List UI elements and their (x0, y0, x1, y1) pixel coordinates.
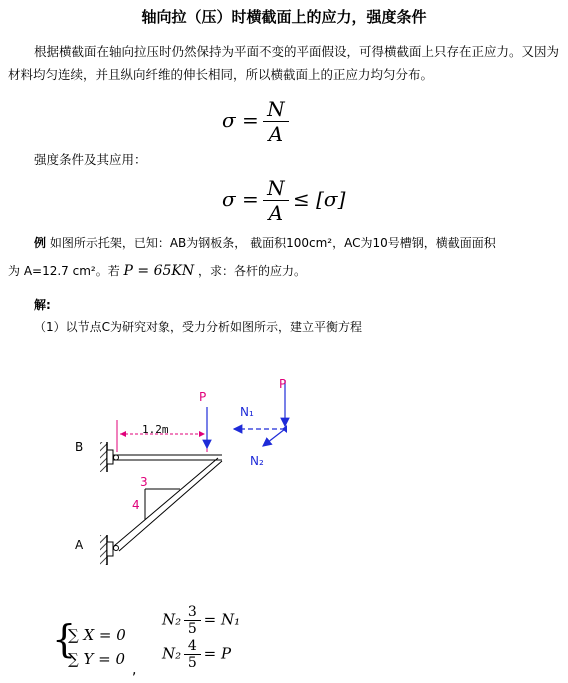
numerator: 4 (187, 638, 197, 654)
numerator: 3 (187, 604, 197, 620)
rhs: = N₁ (203, 610, 241, 629)
numerator: N (267, 176, 285, 200)
intro-paragraph: 根据横截面在轴向拉压时仍然保持为平面不变的平面假设，可得横截面上只存在正应力。又因为材料均匀连续，并且纵向纤维的伸长相同，所以横截面上的正应力均匀分布。 (8, 44, 560, 82)
denominator: 5 (184, 654, 201, 671)
solution-label: 解: (34, 298, 51, 312)
example-text-1: 如图所示托架，已知：AB为钢板条， 截面积100cm²，AC为10号槽钢，横截面面积 (49, 236, 496, 250)
coefficient: N₂ (162, 610, 182, 629)
trailing-comma: , (132, 662, 137, 678)
fraction-3-5 (186, 604, 199, 637)
label-length: 1.2m (142, 423, 169, 436)
support-b (100, 442, 113, 472)
bracket-figure (60, 370, 330, 575)
example-text-3: ，求：各杆的应力。 (197, 264, 306, 278)
label-a: A (75, 538, 84, 552)
strength-formula (222, 176, 345, 225)
denominator: 5 (184, 620, 201, 637)
fraction-4-5 (186, 638, 199, 671)
fbd-label-p: P (279, 377, 287, 391)
example-line-2 (8, 262, 306, 279)
label-b: B (75, 440, 84, 454)
bar-ab (113, 455, 222, 460)
rhs: = P (203, 644, 232, 663)
denominator: A (263, 200, 289, 225)
label-p: P (199, 390, 207, 404)
example-line-1 (34, 234, 496, 251)
strength-label: 强度条件及其应用： (34, 152, 147, 167)
stress-formula (222, 97, 287, 146)
example-text-2: 为 A=12.7 cm²。若 (8, 264, 120, 278)
equation-y (162, 638, 231, 671)
equation-x (162, 604, 240, 637)
sigma-symbol: σ (222, 108, 236, 132)
label-ratio-4: 4 (132, 498, 140, 512)
support-a (100, 535, 113, 565)
denominator: A (263, 121, 289, 146)
bar-ac (114, 458, 223, 551)
equals-sign: = (242, 187, 259, 211)
coefficient: N₂ (162, 644, 182, 663)
fbd-label-n2: N₂ (250, 454, 264, 468)
step-1-text: （1）以节点C为研究对象，受力分析如图所示，建立平衡方程 (34, 320, 363, 334)
fraction-n-over-a (265, 176, 287, 225)
leq-sign: ≤ (293, 187, 310, 211)
equals-sign: = (242, 108, 259, 132)
sigma-symbol: σ (222, 187, 236, 211)
allowable-stress: [σ] (316, 187, 346, 211)
sum-x-equation: ∑ X = 0 (68, 626, 126, 644)
load-value: P = 65KN (123, 263, 195, 279)
page-title: 轴向拉（压）时横截面上的应力，强度条件 (141, 8, 427, 26)
fraction-n-over-a (265, 97, 287, 146)
example-label: 例 (34, 236, 47, 250)
numerator: N (267, 97, 285, 121)
label-ratio-3: 3 (140, 475, 148, 489)
sum-y-equation: ∑ Y = 0 (68, 650, 126, 668)
brace: { (52, 617, 77, 661)
fbd-label-n1: N₁ (240, 405, 254, 419)
